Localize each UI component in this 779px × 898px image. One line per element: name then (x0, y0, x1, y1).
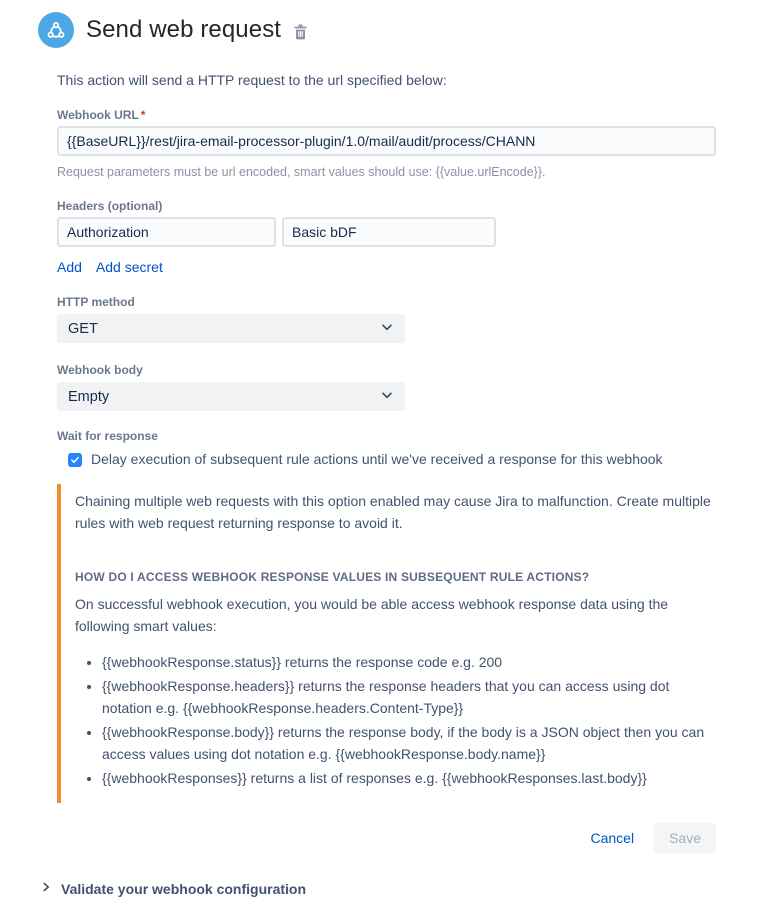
webhook-body-select[interactable] (57, 382, 405, 411)
http-method-select[interactable] (57, 314, 405, 343)
http-method-label: HTTP method (57, 295, 135, 309)
page-title: Send web request (86, 16, 282, 43)
cancel-button[interactable]: Cancel (590, 830, 635, 846)
list-item: • {{webhookResponse.status}} returns the response code e.g. 200 (102, 651, 720, 673)
list-item: • {{webhookResponse.headers}} returns the response headers that you can access using dot notation e.g. {{webhookResponse.headers.Content-Type}} (102, 675, 720, 719)
header-links (57, 259, 716, 275)
delay-checkbox-row[interactable] (68, 451, 716, 467)
chevron-down-icon (379, 387, 395, 407)
add-secret-link[interactable]: Add secret (95, 259, 163, 275)
header-value-input[interactable] (282, 217, 496, 247)
list-item: • {{webhookResponse.body}} returns the response body, if the body is a JSON object then you can access values using dot notation e.g. {{webhookResponse.body.name}} (102, 721, 720, 765)
save-button[interactable]: Save (654, 823, 716, 853)
add-header-link[interactable]: Add (57, 259, 82, 275)
chevron-down-icon (379, 319, 395, 339)
webhook-form (57, 72, 716, 853)
webhook-url-helper: Request parameters must be url encoded, smart values should use: {{value.urlEncode}}. (57, 165, 546, 179)
delay-checkbox-label[interactable]: Delay execution of subsequent rule actions until we've received a response for this webhook (91, 451, 663, 467)
http-method-value: GET (68, 320, 98, 337)
webhook-icon (38, 12, 74, 48)
trash-icon (293, 28, 308, 43)
wait-for-response-label: Wait for response (57, 429, 158, 443)
header-name-input[interactable] (57, 217, 276, 247)
panel-heading: HOW DO I ACCESS WEBHOOK RESPONSE VALUES IN SUBSEQUENT RULE ACTIONS? (75, 570, 590, 584)
chaining-warning-text: Chaining multiple web requests with this option enabled may cause Jira to malfunction. Create multiple rules with web request returning response to avoid it. (75, 493, 711, 531)
intro-text: This action will send a HTTP request to the url specified below: (57, 72, 447, 88)
required-asterisk: * (140, 108, 146, 122)
webhook-body-label: Webhook body (57, 363, 143, 377)
list-item: • {{webhookResponses}} returns a list of responses e.g. {{webhookResponses.last.body}} (102, 767, 720, 789)
header-row (57, 217, 716, 247)
panel-intro: On successful webhook execution, you would be able access webhook response data using the following smart values: (75, 596, 669, 634)
headers-label: Headers (optional) (57, 199, 163, 213)
form-footer (57, 823, 716, 853)
chevron-right-icon (40, 880, 52, 898)
smart-values-list (102, 651, 716, 789)
delete-action-button[interactable] (293, 24, 308, 40)
action-header (38, 12, 779, 48)
webhook-url-label: Webhook URL * (57, 108, 146, 122)
validate-webhook-label: Validate your webhook configuration (61, 881, 307, 897)
webhook-body-value: Empty (68, 388, 110, 405)
webhook-url-input[interactable] (57, 126, 716, 156)
validate-webhook-toggle[interactable] (40, 880, 779, 898)
webhook-info-panel (57, 484, 716, 803)
delay-checkbox[interactable] (68, 453, 82, 467)
check-icon (70, 452, 80, 468)
